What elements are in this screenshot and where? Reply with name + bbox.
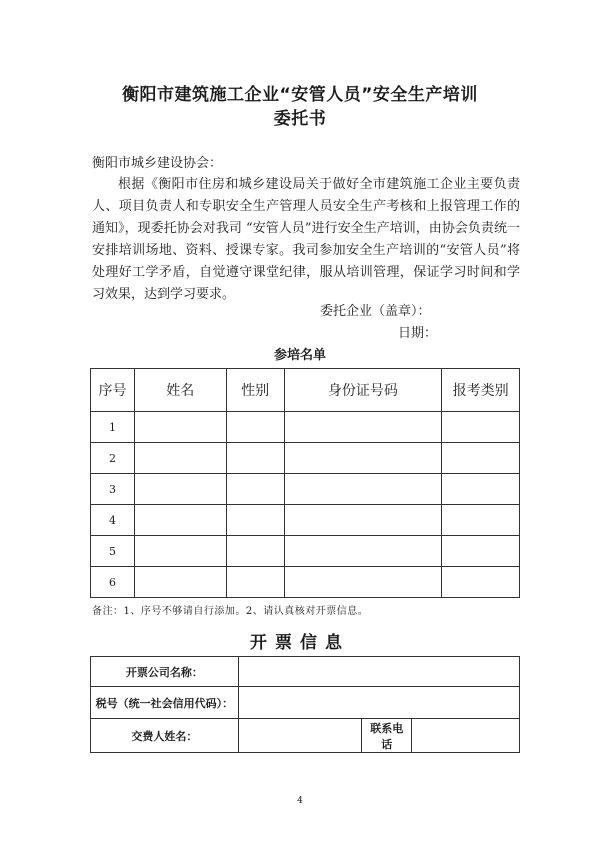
- header-exam-category: 报考类别: [442, 369, 520, 412]
- row-serial: 6: [91, 567, 135, 598]
- gender-cell[interactable]: [226, 474, 284, 505]
- name-cell[interactable]: [134, 505, 226, 536]
- row-serial: 2: [91, 443, 135, 474]
- header-name: 姓名: [134, 369, 226, 412]
- exam-category-cell[interactable]: [442, 567, 520, 598]
- document-title-line1: 衡阳市建筑施工企业“安管人员”安全生产培训: [122, 85, 478, 105]
- id-number-cell[interactable]: [284, 505, 442, 536]
- name-cell[interactable]: [134, 443, 226, 474]
- row-serial: 4: [91, 505, 135, 536]
- tax-id-field[interactable]: [238, 687, 519, 719]
- id-number-cell[interactable]: [284, 567, 442, 598]
- exam-category-cell[interactable]: [442, 412, 520, 443]
- id-number-cell[interactable]: [284, 474, 442, 505]
- header-gender: 性别: [226, 369, 284, 412]
- phone-field[interactable]: [412, 719, 520, 753]
- header-id-number: 身份证号码: [284, 369, 442, 412]
- table-row: [91, 474, 520, 505]
- company-name-field[interactable]: [238, 657, 519, 687]
- body-paragraph: 根据《衡阳市住房和城乡建设局关于做好全市建筑施工企业主要负责人、项目负责人和专职安全生产管理人员安全生产考核和上报管理工作的通知》，现委托协会对我司 “安管人员”进行安全生产培训，由协会负责统一安排培训场地、资料、授课专家。我司参加安全生产培训的“安管人员”将处理好工学矛盾，自觉遵守课堂纪律，服从培训管理，保证学习时间和学习效果，达到学习要求。: [92, 177, 520, 302]
- invoice-row-tax: [91, 687, 520, 719]
- gender-cell[interactable]: [226, 505, 284, 536]
- row-serial: 1: [91, 412, 135, 443]
- table-row: [91, 567, 520, 598]
- invoice-table: [90, 656, 520, 753]
- roster-header-row: [91, 369, 520, 412]
- roster-title: 参培名单: [273, 348, 326, 363]
- row-serial: 5: [91, 536, 135, 567]
- id-number-cell[interactable]: [284, 412, 442, 443]
- gender-cell[interactable]: [226, 412, 284, 443]
- name-cell[interactable]: [134, 536, 226, 567]
- id-number-cell[interactable]: [284, 536, 442, 567]
- invoice-title: 开票信息: [250, 633, 350, 653]
- name-cell[interactable]: [134, 412, 226, 443]
- page-number: 4: [297, 796, 303, 806]
- company-name-label: 开票公司名称：: [91, 657, 239, 687]
- date-label: 日期：: [398, 326, 438, 341]
- phone-label: 联系电话: [362, 719, 412, 753]
- invoice-row-payer: [91, 719, 520, 753]
- tax-id-label: 税号（统一社会信用代码）：: [91, 687, 239, 719]
- exam-category-cell[interactable]: [442, 536, 520, 567]
- roster-table: [90, 368, 520, 598]
- id-number-cell[interactable]: [284, 443, 442, 474]
- exam-category-cell[interactable]: [442, 505, 520, 536]
- exam-category-cell[interactable]: [442, 443, 520, 474]
- table-row: [91, 443, 520, 474]
- footnote: 备注：1、序号不够请自行添加。2、请认真核对开票信息。: [92, 606, 369, 617]
- invoice-row-company: [91, 657, 520, 687]
- salutation: 衡阳市城乡建设协会：: [92, 156, 223, 171]
- table-row: [91, 536, 520, 567]
- table-row: [91, 505, 520, 536]
- gender-cell[interactable]: [226, 443, 284, 474]
- table-row: [91, 412, 520, 443]
- payer-name-label: 交费人姓名：: [91, 719, 239, 753]
- exam-category-cell[interactable]: [442, 474, 520, 505]
- company-seal-label: 委托企业（盖章）：: [320, 304, 431, 319]
- payer-name-field[interactable]: [238, 719, 362, 753]
- document-title-line2: 委托书: [273, 109, 327, 129]
- gender-cell[interactable]: [226, 567, 284, 598]
- name-cell[interactable]: [134, 474, 226, 505]
- name-cell[interactable]: [134, 567, 226, 598]
- row-serial: 3: [91, 474, 135, 505]
- gender-cell[interactable]: [226, 536, 284, 567]
- header-serial: 序号: [91, 369, 135, 412]
